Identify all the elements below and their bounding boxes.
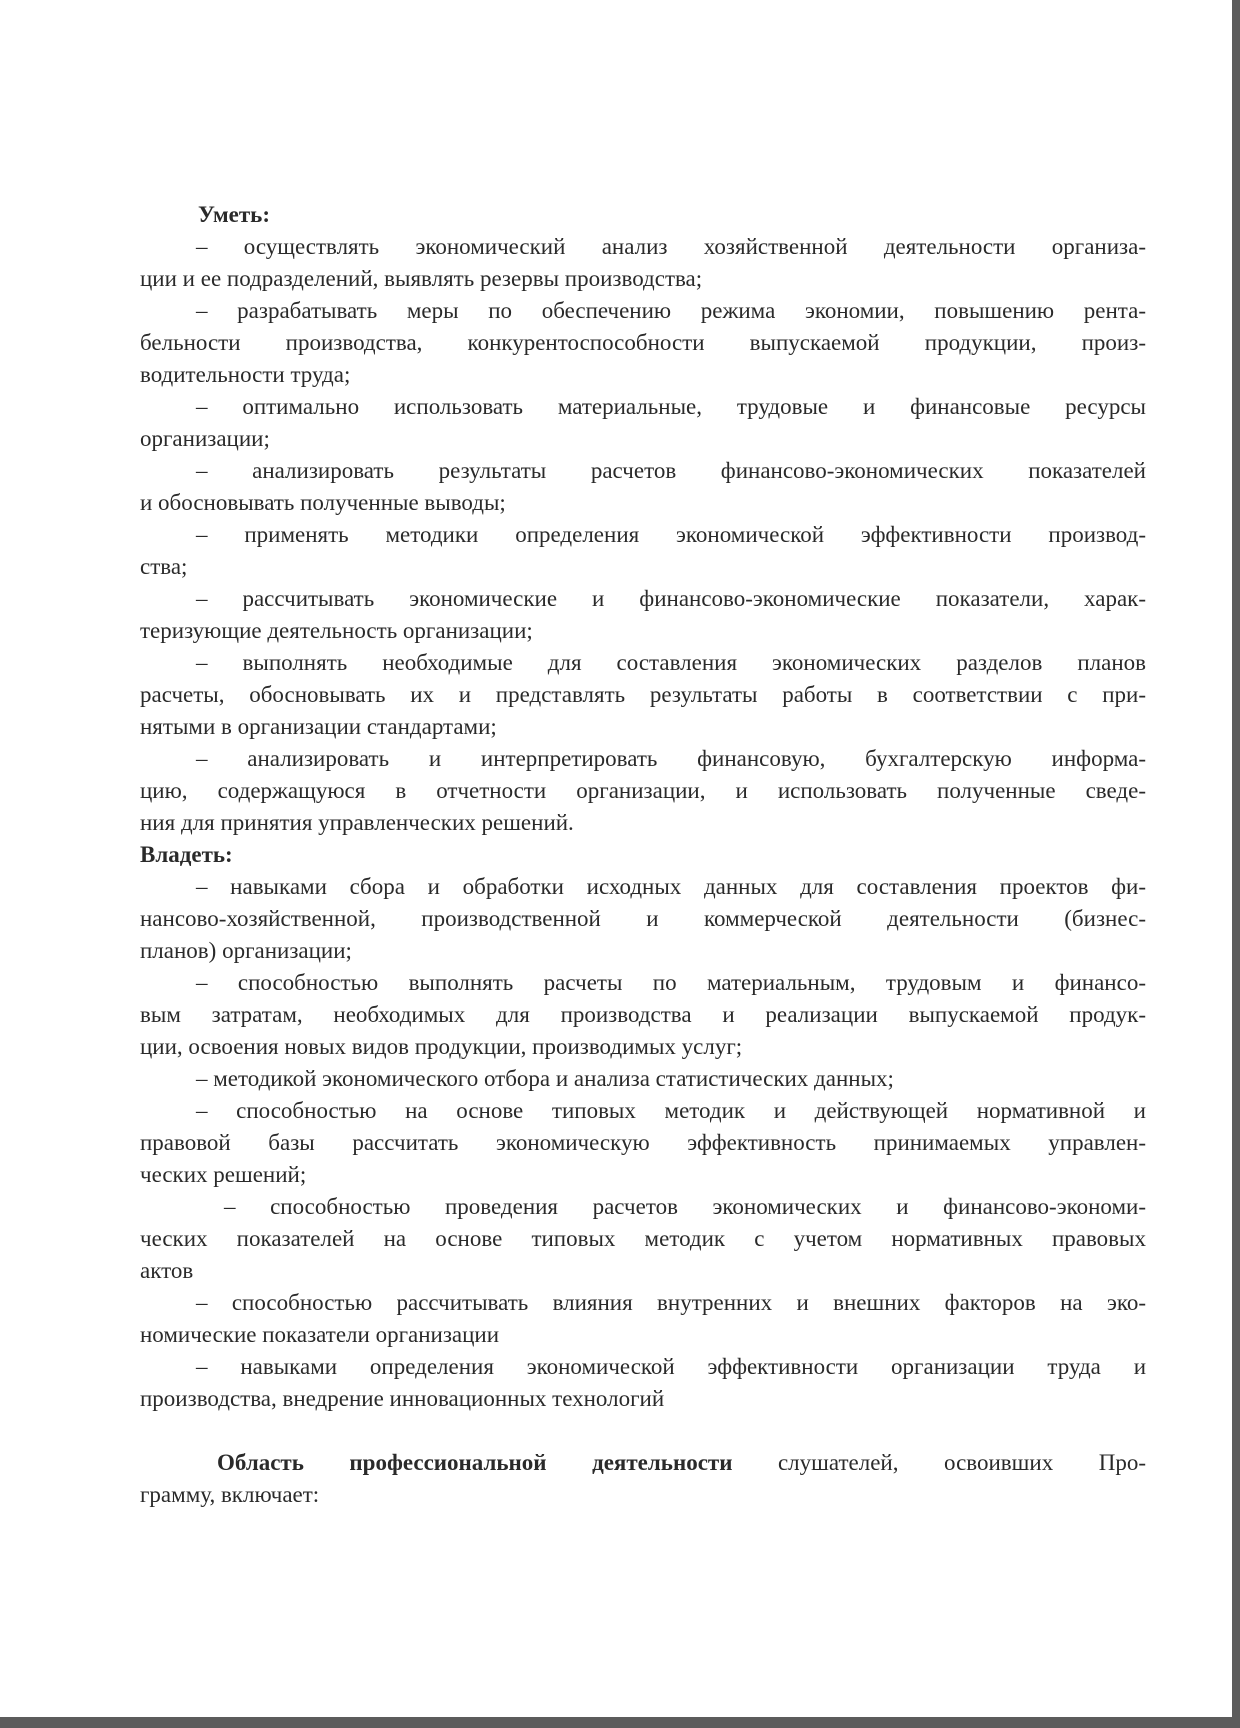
vladet-list	[140, 871, 1146, 1415]
list-item-line: – анализировать и интерпретировать финансовую, бухгалтерскую информа-	[196, 746, 1146, 771]
list-item-line: вым затратам, необходимых для производства и реализации выпускаемой продук-	[140, 1002, 1146, 1027]
list-item-line: цию, содержащуюся в отчетности организации, и использовать полученные сведе-	[140, 778, 1146, 803]
scan-edge-right	[1232, 0, 1240, 1728]
oblast-bold-lead: Область профессиональной деятельности	[217, 1450, 733, 1475]
document-body	[140, 199, 1146, 1511]
list-item-line: теризующие деятельность организации;	[140, 618, 533, 643]
list-item-line: номические показатели организации	[140, 1322, 500, 1347]
list-item-line: расчеты, обосновывать их и представлять результаты работы в соответствии с при-	[140, 682, 1146, 707]
oblast-paragraph-line: грамму, включает:	[140, 1482, 320, 1507]
list-item-line: ции и ее подразделений, выявлять резервы производства;	[140, 266, 703, 291]
list-item-line: и обосновывать полученные выводы;	[140, 490, 506, 515]
list-item-line: водительности труда;	[140, 362, 351, 387]
list-item-line: – оптимально использовать материальные, трудовые и финансовые ресурсы	[196, 394, 1146, 419]
umet-list	[140, 231, 1146, 839]
list-item-line: ства;	[140, 554, 188, 579]
list-item-line: планов) организации;	[140, 938, 352, 963]
list-item-line: – применять методики определения экономической эффективности производ-	[196, 522, 1146, 547]
list-item-line: – методикой экономического отбора и анализа статистических данных;	[196, 1066, 894, 1091]
list-item-line: – выполнять необходимые для составления экономических разделов планов	[196, 650, 1146, 675]
list-item-line: ния для принятия управленческих решений.	[140, 810, 574, 835]
list-item-line: организации;	[140, 426, 270, 451]
list-item-line: – способностью выполнять расчеты по материальным, трудовым и финансо-	[196, 970, 1146, 995]
list-item-line: производства, внедрение инновационных технологий	[140, 1386, 665, 1411]
list-item-line: – способностью рассчитывать влияния внутренних и внешних факторов на эко-	[196, 1290, 1146, 1315]
section-heading-vladet: Владеть:	[140, 842, 233, 867]
oblast-line-rest: слушателей, освоивших Про-	[732, 1450, 1146, 1475]
list-item-line: ции, освоения новых видов продукции, производимых услуг;	[140, 1034, 743, 1059]
list-item-line: – способностью на основе типовых методик и действующей нормативной и	[196, 1098, 1146, 1123]
list-item-line: актов	[140, 1258, 194, 1283]
list-item-line: ческих показателей на основе типовых методик с учетом нормативных правовых	[140, 1226, 1146, 1251]
list-item-line: – осуществлять экономический анализ хозяйственной деятельности организа-	[196, 234, 1146, 259]
list-item-line: – рассчитывать экономические и финансово-экономические показатели, харак-	[196, 586, 1146, 611]
list-item-line: – способностью проведения расчетов экономических и финансово-экономи-	[224, 1194, 1146, 1219]
list-item-line: нятыми в организации стандартами;	[140, 714, 497, 739]
list-item-line: нансово-хозяйственной, производственной и коммерческой деятельности (бизнес-	[140, 906, 1146, 931]
section-heading-umet: Уметь:	[198, 202, 270, 227]
list-item-line: – разрабатывать меры по обеспечению режима экономии, повышению рента-	[196, 298, 1146, 323]
list-item-line: – навыками определения экономической эффективности организации труда и	[196, 1354, 1146, 1379]
list-item-line: – навыками сбора и обработки исходных данных для составления проектов фи-	[196, 874, 1146, 899]
oblast-paragraph-line	[140, 1447, 1146, 1479]
scan-edge-bottom	[0, 1717, 1240, 1728]
list-item-line: правовой базы рассчитать экономическую эффективность принимаемых управлен-	[140, 1130, 1146, 1155]
list-item-line: – анализировать результаты расчетов финансово-экономических показателей	[196, 458, 1146, 483]
list-item-line: ческих решений;	[140, 1162, 307, 1187]
list-item-line: бельности производства, конкурентоспособности выпускаемой продукции, произ-	[140, 330, 1146, 355]
spacer	[140, 1415, 1146, 1447]
